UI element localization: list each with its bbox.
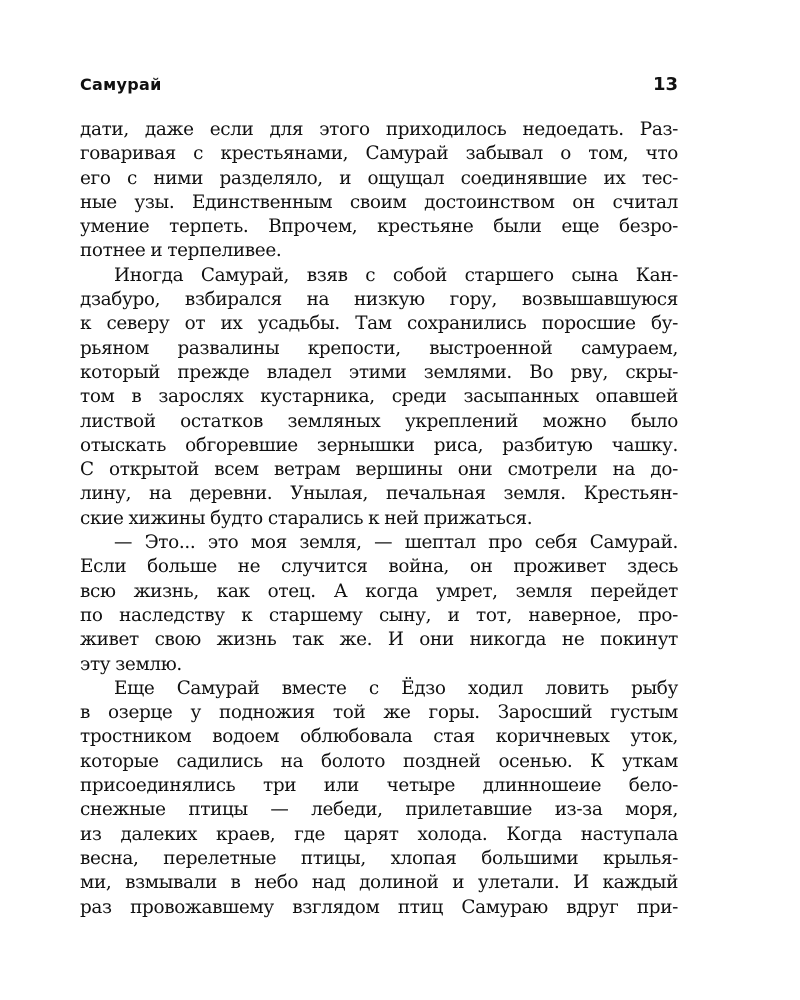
text-line: говаривая с крестьянами, Самурай забывал о том, что — [80, 143, 678, 165]
text-line: раз провожавшему взглядом птиц Самураю вдруг при- — [80, 896, 678, 918]
text-line: всю жизнь, как отец. А когда умрет, земля перейдет — [80, 580, 678, 602]
paragraph-2 — [80, 264, 678, 531]
text-line: Еще Самурай вместе с Ёдзо ходил ловить рыбу — [114, 677, 678, 699]
text-line: из далеких краев, где царят холода. Когда наступала — [80, 823, 678, 845]
text-line: отыскать обгоревшие зернышки риса, разбитую чашку. — [80, 434, 678, 456]
text-line: лину, на деревни. Унылая, печальная земля. Крестьян- — [80, 483, 678, 505]
text-line: которые садились на болото поздней осенью. К уткам — [80, 750, 678, 772]
text-line: Иногда Самурай, взяв с собой старшего сына Кан- — [114, 264, 678, 286]
text-line: в озерце у подножия той же горы. Заросший густым — [80, 702, 678, 724]
text-line: умение терпеть. Впрочем, крестьяне были еще безро- — [80, 216, 678, 238]
text-line: эту землю. — [80, 653, 182, 675]
text-line: который прежде владел этими землями. Во рву, скры- — [80, 361, 678, 383]
paragraph-1 — [80, 118, 678, 264]
text-line: листвой остатков земляных укреплений можно было — [80, 410, 678, 432]
text-line: потнее и терпеливее. — [80, 240, 282, 262]
text-line: Если больше не случится война, он проживет здесь — [80, 556, 678, 578]
paragraph-3 — [80, 531, 678, 677]
text-line: дати, даже если для этого приходилось недоедать. Раз- — [80, 119, 678, 140]
text-line: дзабуро, взбирался на низкую гору, возвышавшуюся — [80, 289, 678, 311]
text-line: по наследству к старшему сыну, и тот, наверное, про- — [80, 604, 678, 626]
text-line: ные узы. Единственным своим достоинством он считал — [80, 191, 678, 213]
running-header — [80, 74, 678, 104]
text-line: живет свою жизнь так же. И они никогда не покинут — [80, 629, 678, 651]
text-line: С открытой всем ветрам вершины они смотрели на до- — [80, 459, 678, 481]
text-line: присоединялись три или четыре длинношеие бело- — [80, 775, 678, 797]
paragraph-4 — [80, 677, 678, 920]
running-title: Самурай — [80, 75, 162, 94]
text-line: к северу от их усадьбы. Там сохранились поросшие бу- — [80, 313, 678, 335]
text-line: весна, перелетные птицы, хлопая большими крылья- — [80, 847, 678, 869]
text-line: том в зарослях кустарника, среди засыпанных опавшей — [80, 386, 678, 408]
page-number: 13 — [652, 74, 678, 95]
text-line: его с ними разделяло, и ощущал соединявшие их тес- — [80, 167, 678, 189]
text-line: снежные птицы — лебеди, прилетавшие из-за моря, — [80, 799, 678, 821]
text-line: ми, взмывали в небо над долиной и улетали. И каждый — [80, 872, 678, 894]
text-line: ские хижины будто старались к ней прижаться. — [80, 507, 533, 529]
text-line: тростником водоем облюбовала стая коричневых уток, — [80, 726, 678, 748]
text-line: рьяном развалины крепости, выстроенной самураем, — [80, 337, 678, 359]
text-line: — Это... это моя земля, — шептал про себя Самурай. — [114, 532, 678, 554]
book-page — [80, 74, 678, 920]
body-text — [80, 118, 678, 920]
